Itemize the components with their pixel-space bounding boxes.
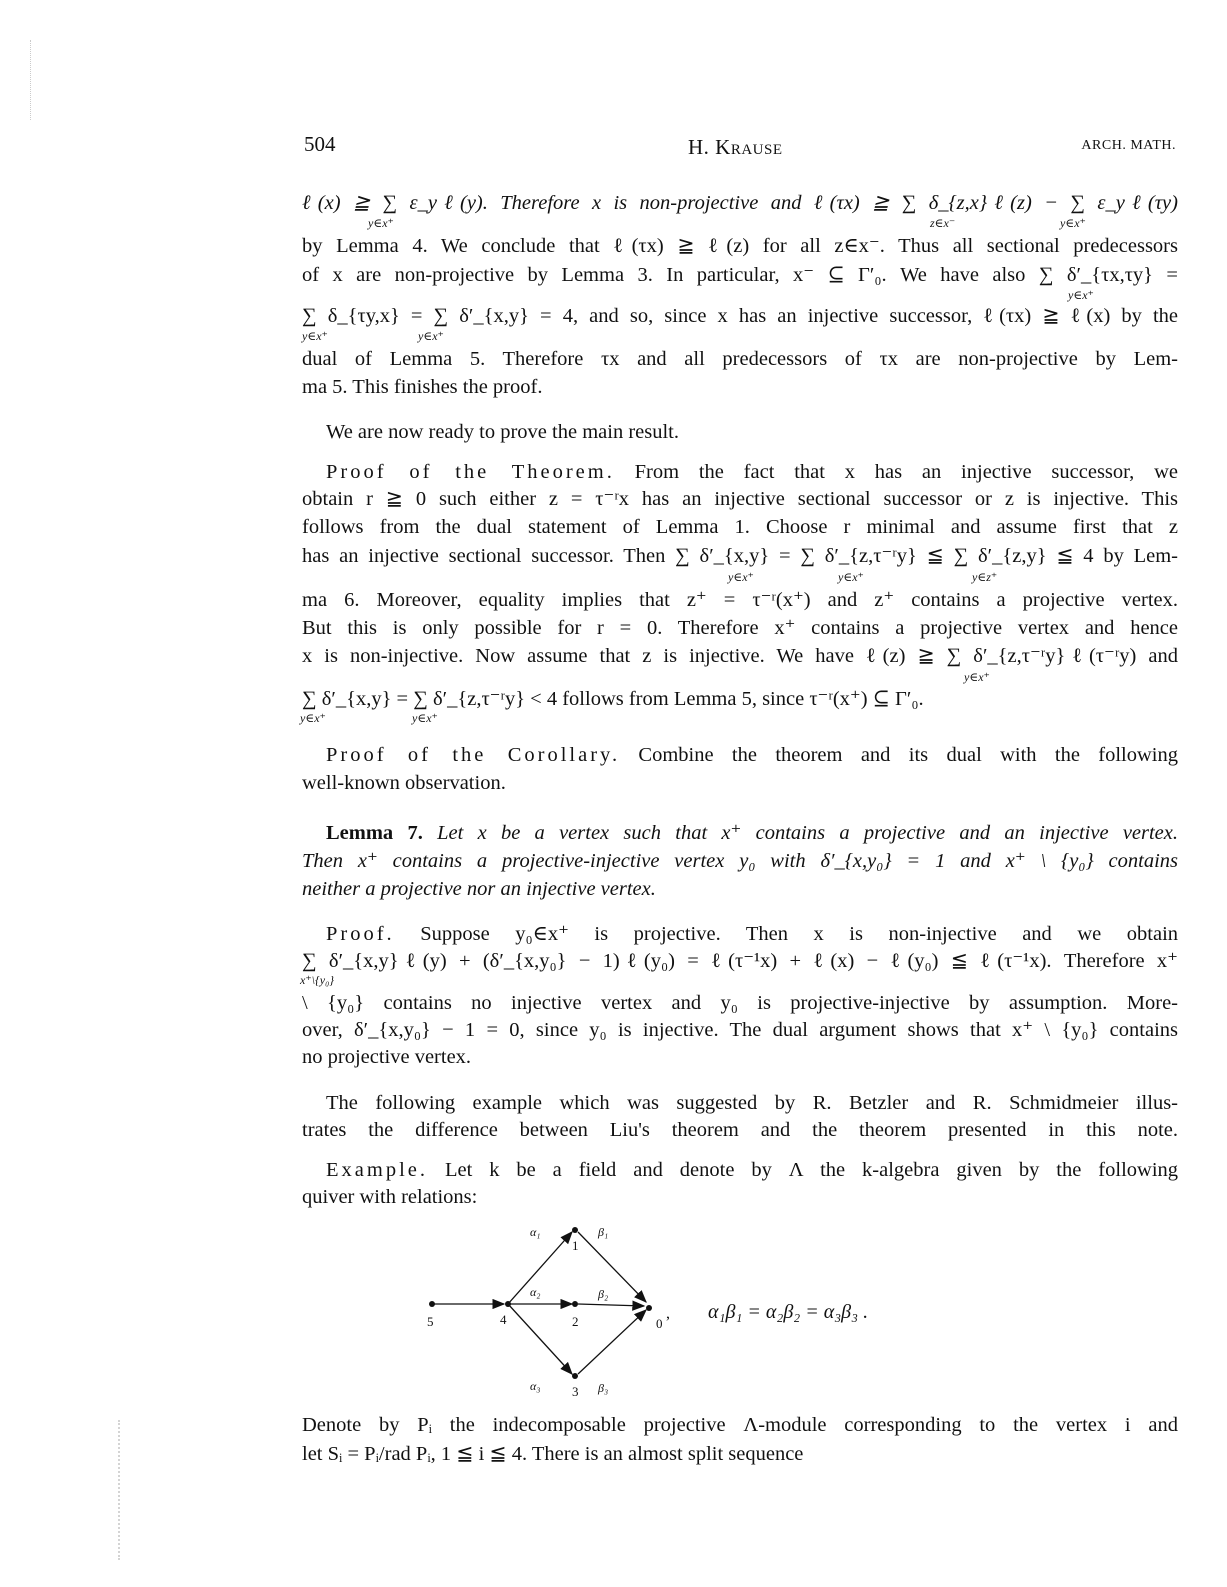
text-line — [326, 820, 1178, 846]
vertex-label: 0 — [656, 1316, 663, 1331]
running-author: H. Krause — [688, 135, 783, 159]
text-line: of x are non-projective by Lemma 3. In particular, x⁻ ⊆ Γ′₀. We have also ∑ δ′_{τx,τy} = — [302, 264, 1178, 286]
quiver-arrow-alpha3 — [508, 1304, 572, 1374]
quiver-arrow-beta1 — [578, 1232, 646, 1302]
sum-subscript: z∈x⁻ — [930, 216, 956, 230]
text-line: well-known observation. — [302, 772, 506, 794]
arrow-label: α₃ — [530, 1379, 541, 1393]
text-line: quiver with relations: — [302, 1186, 478, 1208]
sum-subscript: y∈x⁺ — [1068, 288, 1094, 302]
sum-subscript: y∈x⁺ — [964, 670, 990, 684]
text-line — [326, 921, 1178, 947]
quiver-relations: α₁β₁ = α₂β₂ = α₃β₃ . — [708, 1301, 869, 1323]
text-line: But this is only possible for r = 0. Therefore x⁺ contains a projective vertex and hence — [302, 617, 1178, 639]
text-line — [326, 459, 1178, 485]
sum-subscript: y∈x⁺ — [368, 216, 394, 230]
text-line: no projective vertex. — [302, 1046, 472, 1068]
vertex-dot — [572, 1227, 578, 1233]
proof-heading: Proof of the Theorem. — [326, 461, 615, 483]
sum-subscript: y∈z⁺ — [972, 570, 998, 584]
text-fragment: Combine the theorem and its dual with the following — [638, 744, 1179, 766]
text-line: trates the difference between Liu's theorem and the theorem presented in this note. — [302, 1119, 1178, 1141]
vertex-label: 1 — [572, 1238, 579, 1253]
text-line: dual of Lemma 5. Therefore τx and all predecessors of τx are non-projective by Lem- — [302, 348, 1178, 370]
vertex-dot — [646, 1305, 652, 1311]
text-line: We are now ready to prove the main result. — [326, 421, 679, 443]
sum-subscript: y∈x⁺ — [412, 711, 438, 725]
quiver-diagram — [412, 1222, 972, 1408]
text-line: Then x⁺ contains a projective-injective vertex y₀ with δ′_{x,y₀} = 1 and x⁺ \ {y₀} contains — [302, 850, 1178, 872]
arrow-label: α₂ — [530, 1285, 541, 1299]
vertex-dot — [505, 1301, 511, 1307]
vertex-label: 4 — [500, 1312, 507, 1327]
running-header — [304, 132, 1176, 162]
text-line: ∑ δ_{τy,x} = ∑ δ′_{x,y} = 4, and so, since x has an injective successor, ℓ(τx) ≧ ℓ(x) by the — [302, 305, 1178, 327]
text-line: ℓ(x) ≧ ∑ ε_yℓ(y). Therefore x is non-projective and ℓ(τx) ≧ ∑ δ_{z,x}ℓ(z) − ∑ ε_yℓ(τy) — [302, 192, 1178, 214]
text-line: ∑ δ′_{x,y}ℓ(y) + (δ′_{x,y₀} − 1)ℓ(y₀) = ℓ(τ⁻¹x) + ℓ(x) − ℓ(y₀) ≦ ℓ(τ⁻¹x). Therefore x⁺ — [302, 950, 1178, 972]
text-line: ∑ δ′_{x,y} = ∑ δ′_{z,τ⁻ʳy} < 4 follows from Lemma 5, since τ⁻ʳ(x⁺) ⊆ Γ′₀. — [302, 688, 924, 710]
text-line: x is non-injective. Now assume that z is injective. We have ℓ(z) ≧ ∑ δ′_{z,τ⁻ʳy}ℓ(τ⁻ʳy) and — [302, 645, 1178, 667]
vertex-dot — [572, 1373, 578, 1379]
text-line: over, δ′_{x,y₀} − 1 = 0, since y₀ is injective. The dual argument shows that x⁺ \ {y₀} contains — [302, 1019, 1178, 1041]
quiver-arrow-beta3 — [578, 1310, 646, 1374]
text-line — [326, 742, 1178, 768]
scan-noise — [118, 1420, 140, 1560]
scan-noise — [30, 40, 51, 120]
text-line: neither a projective nor an injective vertex. — [302, 878, 656, 900]
text-fragment: Let x be a vertex such that x⁺ contains a projective and an injective vertex. — [437, 822, 1179, 844]
vertex-label: 5 — [427, 1314, 434, 1329]
arrow-label: β₂ — [598, 1287, 609, 1301]
journal-name: ARCH. MATH. — [1081, 138, 1176, 153]
text-line: Denote by Pᵢ the indecomposable projective Λ-module corresponding to the vertex i and — [302, 1414, 1178, 1436]
text-line: let Sᵢ = Pᵢ/rad Pᵢ, 1 ≦ i ≦ 4. There is an almost split sequence — [302, 1443, 804, 1465]
diagram-comma: , — [666, 1305, 670, 1322]
example-heading: Example. — [326, 1159, 428, 1181]
vertex-dot — [572, 1301, 578, 1307]
page-number: 504 — [304, 132, 336, 156]
sum-subscript: x⁺\{y₀} — [300, 973, 335, 987]
text-fragment: From the fact that x has an injective successor, we — [634, 461, 1178, 483]
sum-subscript: y∈x⁺ — [1060, 216, 1086, 230]
text-line: ma 6. Moreover, equality implies that z⁺ = τ⁻ʳ(x⁺) and z⁺ contains a projective vertex. — [302, 589, 1178, 611]
sum-subscript: y∈x⁺ — [302, 329, 328, 343]
arrow-label: β₃ — [598, 1381, 609, 1395]
sum-subscript: y∈x⁺ — [418, 329, 444, 343]
text-line: has an injective sectional successor. Then ∑ δ′_{x,y} = ∑ δ′_{z,τ⁻ʳy} ≦ ∑ δ′_{z,y} ≦ 4 by Lem- — [302, 545, 1178, 567]
text-line: obtain r ≧ 0 such either z = τ⁻ʳx has an injective sectional successor or z is injective. This — [302, 488, 1178, 510]
text-fragment: Let k be a field and denote by Λ the k-algebra given by the following — [444, 1159, 1179, 1181]
proof-heading: Proof of the Corollary. — [326, 744, 621, 766]
text-fragment: Suppose y₀∈x⁺ is projective. Then x is non-injective and we obtain — [420, 923, 1179, 945]
vertex-label: 2 — [572, 1314, 579, 1329]
text-line — [326, 1157, 1178, 1183]
text-line: \ {y₀} contains no injective vertex and y₀ is projective-injective by assumption. More- — [302, 992, 1178, 1014]
arrow-label: β₁ — [598, 1225, 609, 1239]
vertex-dot — [429, 1301, 435, 1307]
text-line: follows from the dual statement of Lemma 1. Choose r minimal and assume first that z — [302, 516, 1178, 538]
sum-subscript: y∈x⁺ — [838, 570, 864, 584]
proof-heading: Proof. — [326, 923, 395, 945]
lemma-heading: Lemma 7. — [326, 822, 423, 844]
text-line: The following example which was suggested by R. Betzler and R. Schmidmeier illus- — [326, 1092, 1178, 1114]
sum-subscript: y∈x⁺ — [728, 570, 754, 584]
text-line: ma 5. This finishes the proof. — [302, 376, 543, 398]
quiver-arrow-beta2 — [578, 1304, 644, 1306]
vertex-label: 3 — [572, 1384, 579, 1399]
arrow-label: α₁ — [530, 1225, 541, 1239]
text-line: by Lemma 4. We conclude that ℓ(τx) ≧ ℓ(z) for all z∈x⁻. Thus all sectional predecessors — [302, 235, 1178, 257]
sum-subscript: y∈x⁺ — [300, 711, 326, 725]
